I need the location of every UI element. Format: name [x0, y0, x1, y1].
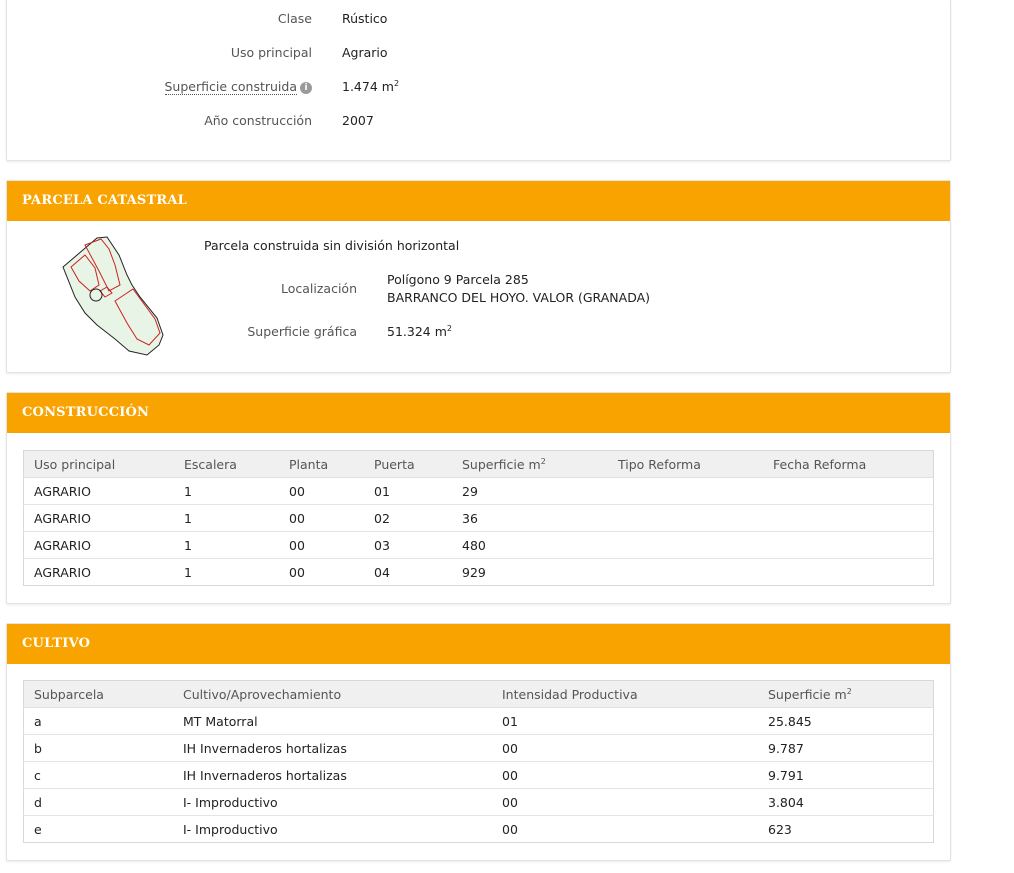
cell-intensidad: 00 — [492, 762, 758, 789]
construccion-panel — [6, 392, 951, 604]
localizacion-label: Localización — [280, 281, 357, 296]
superficie-construida-label-text: Superficie construida — [164, 79, 297, 94]
table-row — [24, 708, 934, 735]
cell-fecha-reforma — [763, 559, 934, 586]
parcel-map-icon[interactable] — [57, 235, 167, 359]
cell-intensidad: 01 — [492, 708, 758, 735]
col-subparcela: Subparcela — [24, 681, 174, 708]
parcela-description: Parcela construida sin división horizontal — [204, 238, 460, 253]
table-row — [24, 532, 934, 559]
cell-cultivo: IH Invernaderos hortalizas — [173, 735, 492, 762]
cell-superficie: 9.791 — [758, 762, 934, 789]
clase-label: Clase — [277, 11, 312, 26]
table-row — [24, 559, 934, 586]
table-row — [24, 505, 934, 532]
cell-puerta: 01 — [364, 478, 452, 505]
cultivo-table — [23, 680, 934, 843]
cell-superficie: 36 — [452, 505, 608, 532]
col-fecha-reforma: Fecha Reforma — [763, 451, 934, 478]
uso-principal-label: Uso principal — [230, 45, 312, 60]
cell-subparcela: b — [24, 735, 174, 762]
cell-fecha-reforma — [763, 478, 934, 505]
table-header-row — [24, 681, 934, 708]
col-tipo-reforma: Tipo Reforma — [608, 451, 763, 478]
superficie-grafica-number: 51.324 m — [387, 324, 447, 339]
cell-escalera: 1 — [174, 559, 279, 586]
col-superficie — [452, 451, 608, 478]
cell-tipo-reforma — [608, 532, 763, 559]
cell-superficie: 3.804 — [758, 789, 934, 816]
info-icon[interactable]: i — [300, 82, 312, 94]
inmueble-panel — [6, 0, 951, 161]
cell-uso: AGRARIO — [24, 478, 175, 505]
uso-principal-value: Agrario — [342, 45, 388, 60]
cell-tipo-reforma — [608, 559, 763, 586]
cell-intensidad: 00 — [492, 735, 758, 762]
cell-escalera: 1 — [174, 478, 279, 505]
col-uso-principal: Uso principal — [24, 451, 175, 478]
col-superficie-text: Superficie m — [462, 456, 541, 472]
col-cultivo: Cultivo/Aprovechamiento — [173, 681, 492, 708]
cell-planta: 00 — [279, 532, 364, 559]
cell-escalera: 1 — [174, 505, 279, 532]
cell-superficie: 929 — [452, 559, 608, 586]
construccion-table — [23, 450, 934, 586]
cell-superficie: 9.787 — [758, 735, 934, 762]
cell-escalera: 1 — [174, 532, 279, 559]
cultivo-panel — [6, 623, 951, 861]
ano-construccion-value: 2007 — [342, 113, 374, 128]
col-superficie-text: Superficie m — [768, 686, 847, 702]
col-planta: Planta — [279, 451, 364, 478]
localizacion-line2: BARRANCO DEL HOYO. VALOR (GRANADA) — [387, 290, 651, 305]
superficie-grafica-label: Superficie gráfica — [247, 324, 357, 339]
cell-uso: AGRARIO — [24, 532, 175, 559]
table-row — [24, 735, 934, 762]
cell-cultivo: IH Invernaderos hortalizas — [173, 762, 492, 789]
cell-superficie: 480 — [452, 532, 608, 559]
cell-subparcela: c — [24, 762, 174, 789]
superficie-construida-number: 1.474 m — [342, 79, 394, 94]
cell-superficie: 25.845 — [758, 708, 934, 735]
superficie-construida-value — [342, 79, 399, 94]
superficie-construida-unit-sup: 2 — [393, 78, 400, 88]
parcela-title: PARCELA CATASTRAL — [7, 181, 950, 221]
table-header-row — [24, 451, 934, 478]
cell-planta: 00 — [279, 505, 364, 532]
cell-puerta: 02 — [364, 505, 452, 532]
col-puerta: Puerta — [364, 451, 452, 478]
col-superficie-sup: 2 — [846, 686, 852, 696]
cell-cultivo: I- Improductivo — [173, 789, 492, 816]
superficie-construida-label — [107, 79, 312, 94]
table-row — [24, 789, 934, 816]
col-superficie-sup: 2 — [540, 456, 546, 466]
cell-cultivo: MT Matorral — [173, 708, 492, 735]
cell-planta: 00 — [279, 478, 364, 505]
cell-superficie: 623 — [758, 816, 934, 843]
cell-planta: 00 — [279, 559, 364, 586]
cell-uso: AGRARIO — [24, 559, 175, 586]
cell-tipo-reforma — [608, 505, 763, 532]
cell-tipo-reforma — [608, 478, 763, 505]
ano-construccion-label: Año construcción — [204, 113, 312, 128]
cell-intensidad: 00 — [492, 789, 758, 816]
clase-value: Rústico — [342, 11, 388, 26]
construccion-title: CONSTRUCCIÓN — [7, 393, 950, 433]
superficie-grafica-unit-sup: 2 — [446, 323, 452, 333]
localizacion-line1: Polígono 9 Parcela 285 — [387, 272, 529, 287]
cell-intensidad: 00 — [492, 816, 758, 843]
cell-uso: AGRARIO — [24, 505, 175, 532]
cell-subparcela: d — [24, 789, 174, 816]
table-row — [24, 816, 934, 843]
cultivo-title: CULTIVO — [7, 624, 950, 664]
superficie-grafica-value — [387, 324, 452, 339]
cell-puerta: 04 — [364, 559, 452, 586]
cell-puerta: 03 — [364, 532, 452, 559]
table-row — [24, 478, 934, 505]
col-escalera: Escalera — [174, 451, 279, 478]
col-intensidad: Intensidad Productiva — [492, 681, 758, 708]
parcel-map-svg — [57, 235, 167, 359]
parcela-panel — [6, 180, 951, 373]
cell-fecha-reforma — [763, 532, 934, 559]
cell-subparcela: a — [24, 708, 174, 735]
col-superficie — [758, 681, 934, 708]
cell-fecha-reforma — [763, 505, 934, 532]
cell-superficie: 29 — [452, 478, 608, 505]
table-row — [24, 762, 934, 789]
cell-cultivo: I- Improductivo — [173, 816, 492, 843]
cell-subparcela: e — [24, 816, 174, 843]
